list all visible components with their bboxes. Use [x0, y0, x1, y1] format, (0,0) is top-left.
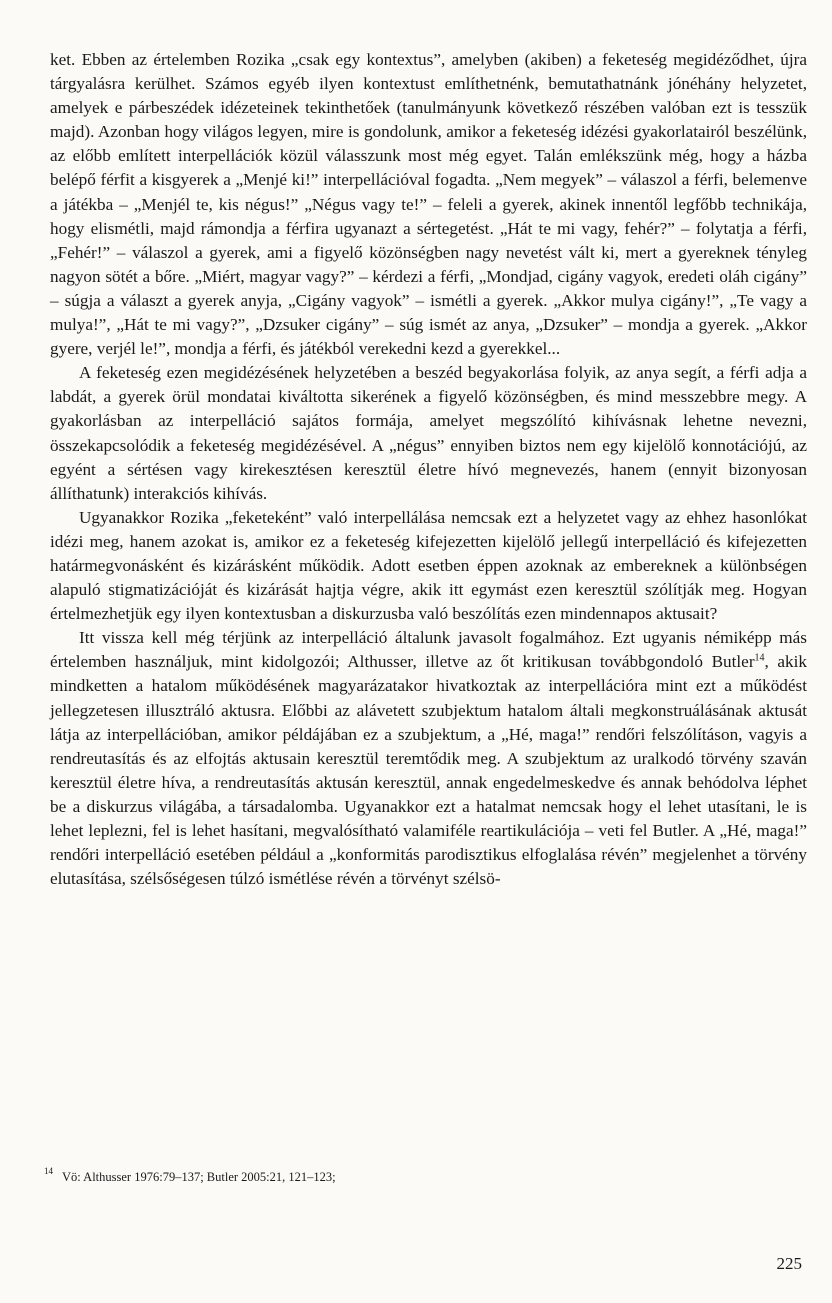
footnote: [44, 1166, 807, 1185]
page-number: 225: [776, 1254, 802, 1273]
footnote-text: Vö: Althusser 1976:79–137; Butler 2005:21, 121–123;: [62, 1170, 336, 1184]
paragraph-4: [50, 626, 807, 891]
paragraph-4-text-before: Itt vissza kell még térjünk az interpelláció általunk javasolt fogalmához. Ezt ugyanis némiképp más értelemben használjuk, mint kidolgozói; Althusser, illetve az őt kritikusan továbbgondoló Butler: [50, 628, 807, 672]
footnote-reference[interactable]: 14: [754, 652, 765, 664]
paragraph-4-text-after: , akik mindketten a hatalom működésének magyarázatakor hivatkoztak az interpellációra mint ezt a működést jellegzetesen illusztráló aktusra. Előbbi az alávetett szubjektum hatalom általi megkonstruálásának aktusát látja az interpellációban, amikor példájában ez a szubjektum, a „Hé, maga!” rendőri felszólításon, vagyis a rendreutasítás és az elfojtás aktusain keresztül teremtődik meg. A szubjektum az uralkodó törvény szaván keresztül életre híva, a rendreutasítás aktusán keresztül, annak engedelmeskedve és annak behódolva léphet be a diskurzus világába, a társadalomba. Ugyanakkor ezt a hatalmat nemcsak hogy el lehet utasítani, le is lehet leplezni, fel is lehet hasítani, megvalósítható valamiféle reartikulációja – veti fel Butler. A „Hé, maga!” rendőri interpelláció esetében például a „konformitás parodisztikus elfoglalása révén” megjelenhet a törvény elutasítása, szélsőségesen túlzó ismétlése révén a törvényt szélsö-: [50, 652, 808, 889]
body-text: [50, 48, 807, 891]
paragraph-3: Ugyanakkor Rozika „feketeként” való interpellálása nemcsak ezt a helyzetet vagy az ehhez hasonlókat idézi meg, hanem azokat is, amikor ez a feketeség kifejezetten kijelölő jellegű interpelláció és kifejezetten határmegvonásként és kizárásként működik. Adott esetben éppen azoknak az embereknek a különbségen alapuló stigmatizációját és kizárását hajtja végre, akik itt egymást ezen keresztül szólítják meg. Hogyan értelmezhetjük egy ilyen kontextusban a diskurzusba való beszólítás ezen mindennapos aktusait?: [50, 507, 807, 624]
paragraph-1: ket. Ebben az értelemben Rozika „csak egy kontextus”, amelyben (akiben) a feketeség megidéződhet, újra tárgyalásra kerülhet. Számos egyéb ilyen kontextust említhetnénk, bemutathatnánk jónéhány helyzetet, amelyek e párbeszédek idézeteinek tekinthetőek (tanulmányunk következő részében valóban ezt is tesszük majd). Azonban hogy világos legyen, mire is gondolunk, amikor a feketeség idézési gyakorlatairól beszélünk, az előbb említett interpellációk közül válasszunk most még egyet. Talán emlékszünk még, hogy a házba belépő férfit a kisgyerek a „Menjé ki!” interpellációval fogadta. „Nem megyek” – válaszol a férfi, belemenve a játékba – „Menjél te, kis négus!” „Négus vagy te!” – feleli a gyerek, akinek innentől legfőbb technikája, hogy elismétli, majd rámondja a férfira ugyanazt a sértegetést. „Hát te mi vagy, fehér?” – folytatja a férfi, „Fehér!” – válaszol a gyerek, ami a figyelő közönségben nagy nevetést vált ki, mert a gyereknek tényleg nagyon sötét a bőre. „Miért, magyar vagy?” – kérdezi a férfi, „Mondjad, cigány vagyok, eredeti oláh cigány” – súgja a választ a gyerek anyja, „Cigány vagyok” – ismétli a gyerek. „Akkor mulya cigány!”, „Te vagy a mulya!”, „Hát te mi vagy?”, „Dzsuker cigány” – súg ismét az anya, „Dzsuker” – mondja a gyerek. „Akkor gyere, verjél le!”, mondja a férfi, és játékból verekedni kezd a gyerekkel...: [50, 50, 807, 359]
paragraph-2: A feketeség ezen megidézésének helyzetében a beszéd begyakorlása folyik, az anya segít, a férfi adja a labdát, a gyerek örül mondatai kiváltotta sikerének a figyelő közönségben, és mind messzebbre megy. A gyakorlásban az interpelláció sajátos formája, amelyet megszólító kihívásnak lehetne nevezni, összekapcsolódik a feketeség megidézésével. A „négus” ennyiben biztos nem egy kijelölő konnotációjú, az egyént a sértésen vagy kirekesztésen keresztül életre hívó megnevezés, hanem (ennyit bizonyosan állíthatunk) interakciós kihívás.: [50, 363, 807, 503]
footnote-mark: 14: [44, 1166, 53, 1176]
